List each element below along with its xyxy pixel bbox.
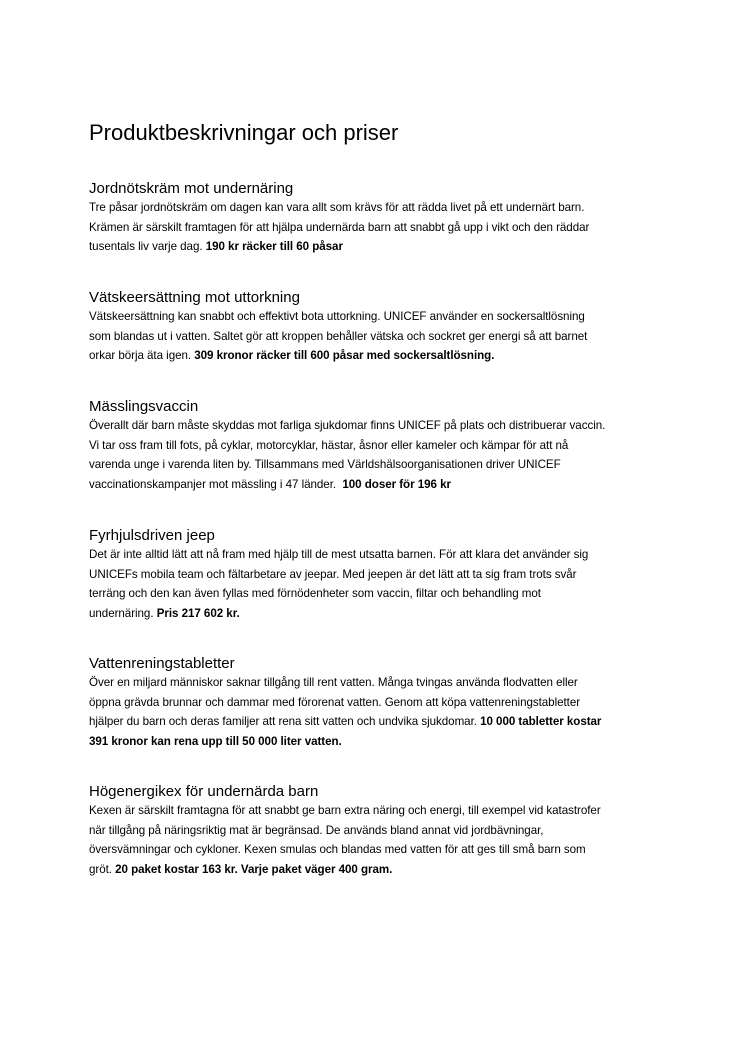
text-line: gröt. 20 paket kostar 163 kr. Varje paket väger 400 gram. <box>89 862 393 876</box>
section-description <box>89 307 669 366</box>
text-line: Vi tar oss fram till fots, på cyklar, motorcyklar, hästar, åsnor eller kameler och kämpar för att nå <box>89 438 569 452</box>
price-text: 309 kronor räcker till 600 påsar med sockersaltlösning. <box>194 349 495 362</box>
section-heading: Högenergikex för undernärda barn <box>89 783 319 800</box>
product-section-peanut-paste <box>89 179 669 257</box>
text-line: varenda unge i varenda liten by. Tillsammans med Världshälsoorganisationen driver UNICEF <box>89 458 561 471</box>
product-section-measles-vaccine <box>89 397 669 494</box>
product-section-rehydration <box>89 288 669 366</box>
text-line: UNICEFs mobila team och fältarbetare av jeepar. Med jeepen är det lätt att ta sig fram trots svår <box>89 567 577 581</box>
section-heading: Vattenreningstabletter <box>89 655 235 672</box>
text-line: översvämningar och cykloner. Kexen smulas och blandas med vatten för att ges till små barn som <box>89 843 586 856</box>
product-section-water-purification <box>89 654 669 751</box>
section-description <box>89 545 669 623</box>
text-line: öppna grävda brunnar och dammar med förorenat vatten. Genom att köpa vattenreningstabletter <box>89 695 581 709</box>
text-line: Vätskeersättning kan snabbt och effektivt bota uttorkning. UNICEF använder en sockersaltlösning <box>89 310 585 323</box>
text-line: vaccinationskampanjer mot mässling i 47 länder. 100 doser för 196 kr <box>89 477 451 491</box>
section-description <box>89 198 669 257</box>
text-line: som blandas ut i vatten. Saltet gör att kroppen behåller vätska och sockret ger energi så att barnet <box>89 329 588 343</box>
price-text: 190 kr räcker till 60 påsar <box>205 240 343 253</box>
section-description <box>89 416 669 494</box>
page-title: Produktbeskrivningar och priser <box>89 120 399 145</box>
price-text: 10 000 tabletter kostar <box>480 715 602 728</box>
text-line: tusentals liv varje dag. 190 kr räcker till 60 påsar <box>89 240 343 253</box>
section-heading: Fyrhjulsdriven jeep <box>89 527 215 544</box>
price-text: 100 doser för 196 kr <box>342 477 451 491</box>
text-line: orkar börja äta igen. 309 kronor räcker till 600 påsar med sockersaltlösning. <box>89 349 495 362</box>
text-line: terräng och den kan även fyllas med förnödenheter som vaccin, filtar och behandling mot <box>89 587 541 600</box>
text-line: Kexen är särskilt framtagna för att snabbt ge barn extra näring och energi, till exempel vid katastrofer <box>89 804 601 817</box>
product-section-jeep <box>89 526 669 623</box>
price-text: 20 paket kostar 163 kr. Varje paket väger 400 gram. <box>115 862 393 876</box>
text-line: hjälper du barn och deras familjer att rena sitt vatten och undvika sjukdomar. 10 000 tabletter kostar <box>89 715 602 728</box>
text-line: när tillgång på näringsriktig mat är begränsad. De används bland annat vid jordbävningar, <box>89 823 544 837</box>
price-text: Pris 217 602 kr. <box>156 606 240 620</box>
section-description <box>89 673 669 751</box>
text-line: Över en miljard människor saknar tillgång till rent vatten. Många tvingas använda flodvatten eller <box>89 676 578 689</box>
product-section-energy-biscuits <box>89 782 669 879</box>
section-heading: Mässlingsvaccin <box>89 398 199 415</box>
text-line: Överallt där barn måste skyddas mot farliga sjukdomar finns UNICEF på plats och distribuerar vaccin. <box>89 419 606 432</box>
price-text: 391 kronor kan rena upp till 50 000 liter vatten. <box>89 734 342 748</box>
text-line: Krämen är särskilt framtagen för att hjälpa undernärda barn att snabbt gå upp i vikt och den räddar <box>89 220 590 234</box>
text-line: Det är inte alltid lätt att nå fram med hjälp till de mest utsatta barnen. För att klara det använder sig <box>89 548 589 561</box>
text-line <box>89 732 669 752</box>
section-heading: Vätskeersättning mot uttorkning <box>89 289 300 306</box>
text-line: Tre påsar jordnötskräm om dagen kan vara allt som krävs för att rädda livet på ett undernärt barn. <box>89 201 585 214</box>
section-heading: Jordnötskräm mot undernäring <box>89 180 294 197</box>
text-line: undernäring. Pris 217 602 kr. <box>89 606 240 620</box>
section-description <box>89 801 669 879</box>
